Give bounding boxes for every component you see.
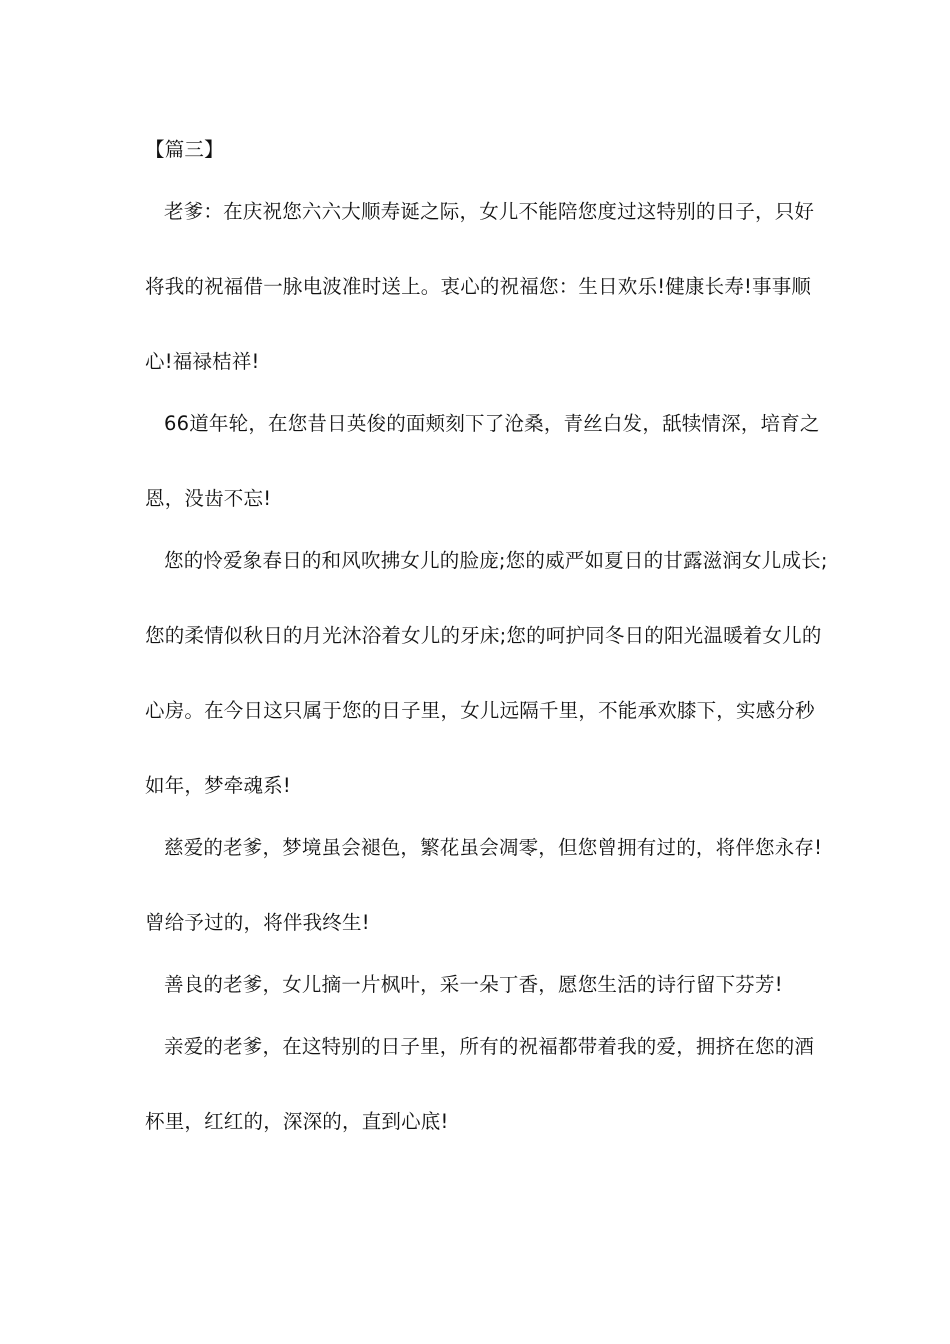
paragraph-line: 亲爱的老爹，在这特别的日子里，所有的祝福都带着我的爱，拥挤在您的酒 (164, 1035, 815, 1058)
paragraph-line: 慈爱的老爹，梦境虽会褪色，繁花虽会凋零，但您曾拥有过的，将伴您永存! (164, 836, 823, 859)
section-heading: 【篇三】 (145, 138, 224, 161)
paragraph-line: 心房。在今日这只属于您的日子里，女儿远隔千里，不能承欢膝下，实感分秒 (145, 699, 815, 722)
paragraph-line: 66道年轮，在您昔日英俊的面颊刻下了沧桑，青丝白发，舐犊情深，培育之 (164, 412, 820, 435)
paragraph-line: 老爹：在庆祝您六六大顺寿诞之际，女儿不能陪您度过这特别的日子，只好 (164, 200, 815, 223)
paragraph-line: 如年，梦牵魂系! (145, 774, 291, 797)
paragraph-line: 恩，没齿不忘! (145, 487, 272, 510)
paragraph-line: 心!福禄桔祥! (145, 350, 260, 373)
paragraph-line: 您的柔情似秋日的月光沐浴着女儿的牙床;您的呵护同冬日的阳光温暖着女儿的 (145, 624, 822, 647)
paragraph-line: 您的怜爱象春日的和风吹拂女儿的脸庞;您的威严如夏日的甘露滋润女儿成长; (164, 549, 828, 572)
paragraph-line: 杯里，红红的，深深的，直到心底! (145, 1110, 449, 1133)
paragraph-line: 曾给予过的，将伴我终生! (145, 911, 370, 934)
paragraph-line: 将我的祝福借一脉电波准时送上。衷心的祝福您：生日欢乐!健康长寿!事事顺 (145, 275, 812, 298)
paragraph-line: 善良的老爹，女儿摘一片枫叶，采一朵丁香，愿您生活的诗行留下芬芳! (164, 973, 783, 996)
